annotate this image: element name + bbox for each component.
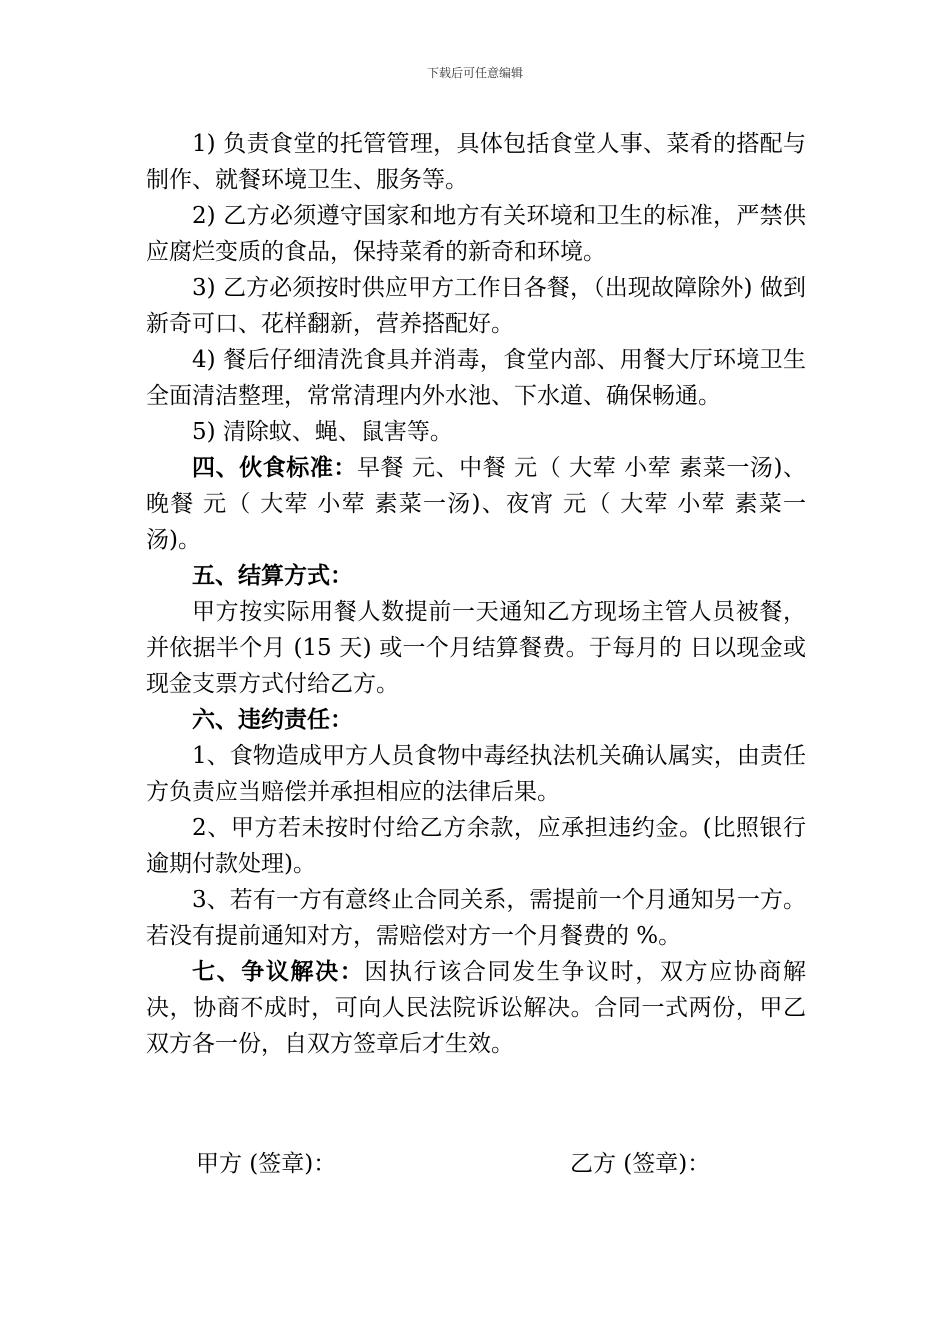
section-settlement-body: 甲方按实际用餐人数提前一天通知乙方现场主管人员被餐，并依据半个月 (15 天) 或一个月结算餐费。于每月的 日以现金或现金支票方式付给乙方。 [146,599,806,697]
duty-1: 1) 负责食堂的托管管理，具体包括食堂人事、菜肴的搭配与制作、就餐环境卫生、服务等。 [146,131,806,193]
duty-3: 3) 乙方必须按时供应甲方工作日各餐，（出现故障除外) 做到新奇可口、花样翻新，营养搭配好。 [146,275,806,337]
duty-4: 4) 餐后仔细清洗食具并消毒，食堂内部、用餐大厅环境卫生全面清洁整理，常常清理内外水池、下水道、确保畅通。 [146,347,806,409]
duty-5: 5) 清除蚊、蝇、鼠害等。 [192,419,453,445]
party-b-signature: 乙方 (签章)： [570,1151,711,1177]
breach-item-3: 3、若有一方有意终止合同关系，需提前一个月通知另一方。若没有提前通知对方，需赔偿对方一个月餐费的 %。 [146,887,806,949]
duty-2: 2) 乙方必须遵守国家和地方有关环境和卫生的标准，严禁供应腐烂变质的食品，保持菜肴的新奇和环境。 [146,203,806,265]
section-meal-standard [146,450,806,558]
breach-item-2: 2、甲方若未按时付给乙方余款，应承担违约金。(比照银行逾期付款处理)。 [146,815,806,877]
section-settlement-title: 五、结算方式： [192,562,353,589]
section-dispute-body: 因执行该合同发生争议时，双方应协商解决，协商不成时，可向人民法院诉讼解决。合同一式两份，甲乙双方各一份，自双方签章后才生效。 [146,959,806,1057]
contract-body [146,126,806,1062]
section-meal-standard-body: 早餐 元、中餐 元（ 大荤 小荤 素菜一汤)、晚餐 元（ 大荤 小荤 素菜一汤)、夜宵 元（ 大荤 小荤 素菜一汤)。 [146,455,807,553]
page-header: 下载后可任意编辑 [426,66,523,80]
section-dispute [146,954,806,1062]
breach-item-1: 1、食物造成甲方人员食物中毒经执法机关确认属实，由责任方负责应当赔偿并承担相应的法律后果。 [146,743,806,805]
section-breach-title: 六、违约责任： [192,706,353,733]
party-a-signature: 甲方 (签章)： [196,1151,337,1177]
section-meal-standard-title: 四、伙食标准： [192,454,357,481]
section-dispute-title: 七、争议解决： [192,958,365,985]
